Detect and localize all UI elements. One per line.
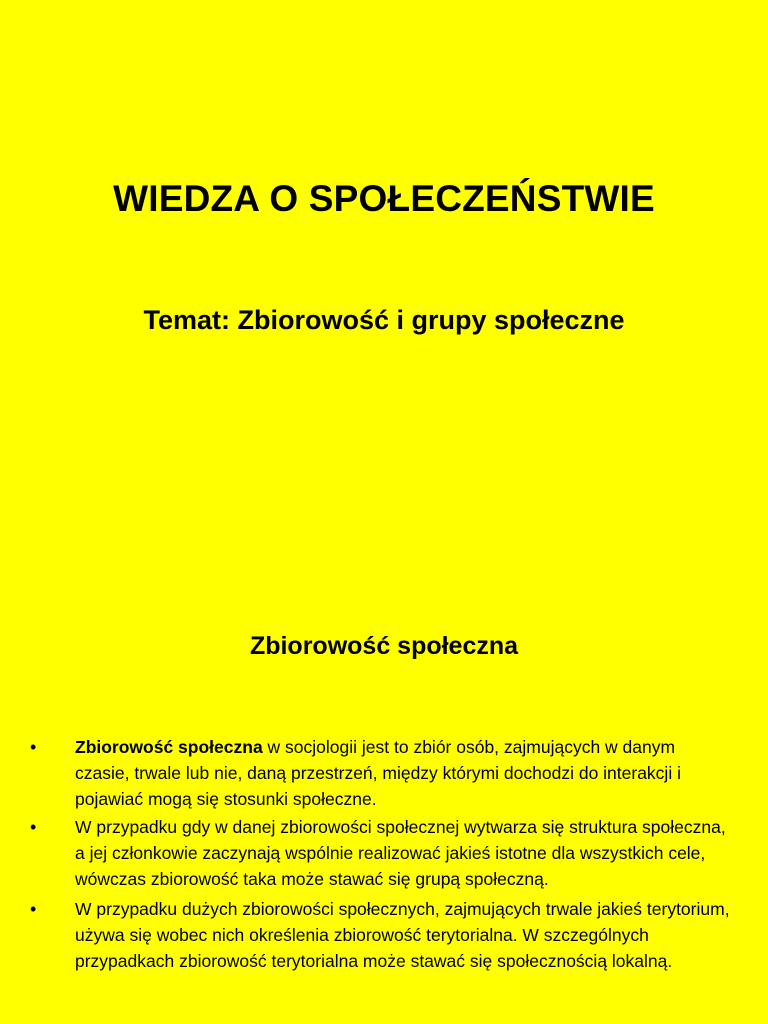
- page-subtitle: Temat: Zbiorowość i grupy społeczne: [143, 305, 625, 335]
- bullet-text: W przypadku gdy w danej zbiorowości społecznej wytwarza się struktura społeczna, a jej członkowie zaczynają wspólnie realizować jakieś istotne dla wszystkich cele, wówczas zbiorowość taka może stawać się grupą społeczną.: [75, 817, 726, 889]
- bullet-icon: •: [30, 899, 37, 919]
- bullet-icon: •: [30, 817, 37, 837]
- list-item: [30, 896, 730, 974]
- section-heading: Zbiorowość społeczna: [249, 632, 519, 660]
- bullet-icon: •: [30, 737, 37, 757]
- page-title: WIEDZA O SPOŁECZEŃSTWIE: [113, 178, 655, 219]
- bullet-text: w socjologii jest to zbiór osób, zajmujących w danym czasie, trwale lub nie, daną przestrzeń, między którymi dochodzi do interakcji i pojawiać mogą się stosunki społeczne.: [75, 737, 681, 809]
- list-item: [30, 734, 730, 812]
- list-item: [30, 814, 730, 892]
- content-slide: [0, 576, 768, 1024]
- bullet-list: [30, 734, 730, 976]
- bullet-bold-term: Zbiorowość społeczna: [75, 737, 263, 757]
- bullet-text: W przypadku dużych zbiorowości społecznych, zajmujących trwale jakieś terytorium, używa się wobec nich określenia zbiorowość terytorialna. W szczególnych przypadkach zbiorowość terytorialna może stawać się społecznością lokalną.: [75, 899, 730, 971]
